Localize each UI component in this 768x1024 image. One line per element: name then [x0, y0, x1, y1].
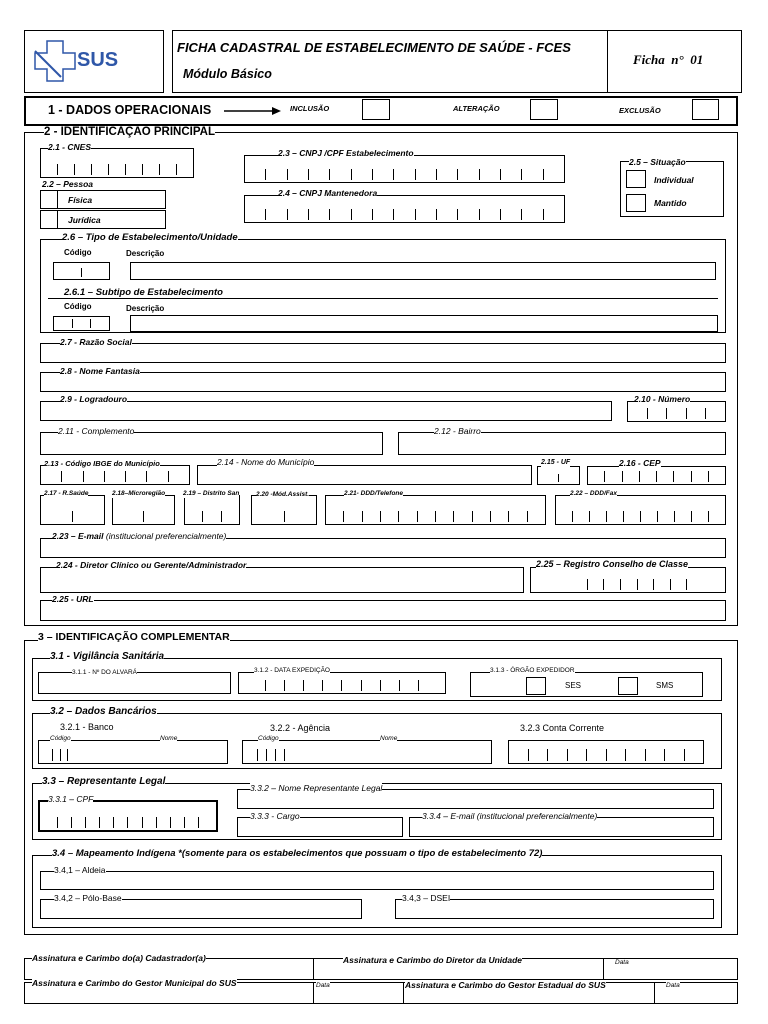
tipo-label: 2.6 – Tipo de Estabelecimento/Unidade: [62, 232, 238, 243]
uf-field[interactable]: [537, 466, 580, 485]
pessoa-fisica-row: [40, 190, 166, 209]
sig-divider-1: [313, 958, 314, 980]
email-label: [52, 531, 226, 541]
dados-bancarios-label: 3.2 – Dados Bancários: [50, 706, 157, 717]
sig-cadastrador-label: Assinatura e Carimbo do(a) Cadastrador(a): [32, 953, 206, 963]
section-3-title: 3 – IDENTIFICAÇÃO COMPLEMENTAR: [38, 631, 230, 643]
data-expedicao-label: 3.1.2 - DATA EXPEDIÇÃO: [254, 667, 330, 674]
diretor-field[interactable]: [40, 567, 524, 593]
email-label-text: 2.23 – E-mail: [52, 531, 104, 541]
diretor-label: 2.24 - Diretor Clínico ou Gerente/Administrador: [56, 560, 247, 570]
subtipo-divider: [48, 298, 718, 299]
situacao-label: 2.5 – Situação: [629, 157, 686, 167]
cnpj-mantenedora-field[interactable]: [244, 195, 565, 223]
ibge-field[interactable]: [40, 465, 190, 485]
cpf-label: 3.3.1 – CPF: [48, 794, 94, 804]
banco-field[interactable]: [38, 740, 228, 764]
juridica-label: Jurídica: [68, 215, 101, 225]
subtipo-label: 2.6.1 – Subtipo de Estabelecimento: [64, 287, 223, 298]
form-title: FICHA CADASTRAL DE ESTABELECIMENTO DE SAÚDE - FCES: [177, 40, 571, 55]
dsei-label: 3.4,3 – DSEI: [402, 893, 451, 903]
razao-social-field[interactable]: [40, 343, 726, 363]
exclusao-checkbox[interactable]: [692, 99, 719, 120]
distrito-field[interactable]: [184, 495, 240, 525]
inclusao-label: INCLUSÃO: [290, 104, 330, 113]
sig-municipal-data-label: Data: [316, 982, 330, 989]
registro-conselho-field[interactable]: [530, 567, 726, 593]
mantido-label: Mantido: [654, 198, 687, 208]
section-2-title: 2 - IDENTIFICAÇÃO PRINCIPAL: [44, 126, 216, 138]
vigilancia-label: 3.1 - Vigilância Sanitária: [50, 651, 165, 662]
complemento-label: 2.11 - Complemento: [58, 426, 135, 436]
subtipo-descricao-label: Descrição: [126, 304, 165, 313]
municipio-label: 2.14 - Nome do Município: [217, 457, 315, 467]
ddd-telefone-label: 2.21- DDD/Telefone: [344, 490, 403, 497]
mod-assist-label: 2.20 -Mód.Assist.: [256, 491, 310, 498]
cnes-field[interactable]: [40, 148, 194, 178]
alvara-label: 3.1.1 - Nº DO ALVARÁ: [72, 669, 137, 676]
ses-checkbox[interactable]: [526, 677, 546, 695]
individual-checkbox[interactable]: [626, 170, 646, 188]
pessoa-label: 2.2 – Pessoa: [42, 179, 94, 189]
uf-label: 2.15 - UF: [541, 459, 571, 466]
nome-fantasia-label: 2.8 - Nome Fantasia: [60, 366, 140, 376]
agencia-nome-label: Nome: [380, 735, 398, 742]
mapeamento-indigena-label: 3.4 – Mapeamento Indígena *(somente para os estabelecimentos que possuam o tipo de estabelecimento 72): [52, 848, 543, 859]
conta-corrente-field[interactable]: [508, 740, 704, 764]
polo-base-label: 3.4,2 – Pólo-Base: [54, 893, 122, 903]
sig-gestor-municipal-label: Assinatura e Carimbo do Gestor Municipal do SUS: [32, 978, 237, 988]
numero-field[interactable]: [627, 401, 726, 422]
municipio-field[interactable]: [197, 465, 532, 485]
cnes-label: 2.1 - CNES: [48, 142, 91, 152]
ddd-telefone-field[interactable]: [325, 495, 546, 525]
individual-label: Individual: [654, 175, 694, 185]
logo-text: SUS: [77, 49, 119, 71]
banco-codigo-label: Código: [50, 735, 71, 742]
sig-divider-3: [313, 982, 314, 1004]
exclusao-label: EXCLUSÃO: [619, 106, 661, 115]
banco-label: 3.2.1 - Banco: [60, 722, 114, 732]
microrregiao-label: 2.18–Microregião: [112, 490, 166, 497]
representante-label: 3.3 – Representante Legal: [42, 776, 166, 787]
pessoa-juridica-row: [40, 210, 166, 229]
tipo-codigo-field[interactable]: [53, 262, 110, 280]
agencia-codigo-label: Código: [258, 735, 279, 742]
nome-fantasia-field[interactable]: [40, 372, 726, 392]
sig-divider-4: [403, 982, 404, 1004]
agencia-field[interactable]: [242, 740, 492, 764]
sig-estadual-data-label: Data: [666, 982, 680, 989]
ficha-number: Ficha n° 01: [633, 52, 704, 67]
logradouro-field[interactable]: [40, 401, 612, 421]
sig-diretor-data-label: Data: [615, 959, 629, 966]
aldeia-label: 3.4,1 – Aldeia: [54, 865, 106, 875]
bairro-label: 2.12 - Bairro: [434, 426, 481, 436]
sms-label: SMS: [656, 681, 674, 690]
alteracao-label: ALTERAÇÃO: [453, 104, 500, 113]
rsaude-field[interactable]: [40, 495, 105, 525]
mantido-checkbox[interactable]: [626, 194, 646, 212]
ops-title: 1 - DADOS OPERACIONAIS: [48, 103, 212, 117]
fisica-label: Física: [68, 195, 93, 205]
ddd-fax-label: 2.22 – DDD/Fax: [570, 490, 617, 497]
subtipo-codigo-field[interactable]: [53, 316, 110, 331]
cpf-field[interactable]: [38, 800, 218, 832]
nome-representante-label: 3.3.2 – Nome Representante Legal: [250, 783, 383, 793]
url-label: 2.25 - URL: [52, 594, 94, 604]
conta-label: 3.2.3 Conta Corrente: [520, 723, 605, 733]
logradouro-label: 2.9 - Logradouro: [60, 394, 128, 404]
sus-logo-icon: [31, 37, 79, 85]
data-expedicao-field[interactable]: [238, 672, 446, 694]
ibge-label: 2.13 - Código IBGE do Município: [44, 459, 160, 468]
subtipo-descricao-field[interactable]: [130, 315, 718, 332]
ses-label: SES: [565, 681, 582, 690]
logo-box: [24, 30, 164, 93]
rsaude-label: 2.17 - R.Saúde: [44, 490, 89, 497]
tipo-descricao-label: Descrição: [126, 249, 165, 258]
registro-conselho-label: 2.25 – Registro Conselho de Classe: [536, 559, 689, 569]
sig-diretor-label: Assinatura e Carimbo do Diretor da Unidade: [343, 955, 523, 965]
orgao-expedidor-label: 3.1.3 - ÓRGÃO EXPEDIDOR: [490, 667, 575, 674]
banco-nome-label: Nome: [160, 735, 178, 742]
cnpj-mantenedora-label: 2.4 – CNPJ Mantenedora: [278, 188, 378, 198]
tipo-descricao-field[interactable]: [130, 262, 716, 280]
razao-social-label: 2.7 - Razão Social: [60, 337, 132, 347]
cargo-label: 3.3.3 - Cargo: [250, 811, 300, 821]
mod-assist-field[interactable]: [251, 495, 317, 525]
cnpj-label: 2.3 – CNPJ /CPF Estabelecimento: [278, 148, 414, 158]
tipo-codigo-label: Código: [64, 248, 92, 257]
cep-field[interactable]: [587, 466, 726, 485]
distrito-label: 2.19 – Distrito San: [183, 490, 240, 497]
form-subtitle: Módulo Básico: [183, 67, 272, 81]
juridica-checkbox[interactable]: [40, 210, 58, 229]
inclusao-checkbox[interactable]: [362, 99, 390, 120]
email-representante-label: 3.3.4 – E-mail (institucional preferencialmente): [422, 811, 598, 821]
ddd-fax-field[interactable]: [555, 495, 726, 525]
aldeia-field[interactable]: [40, 871, 714, 890]
cnpj-field[interactable]: [244, 155, 565, 183]
sig-gestor-estadual-label: Assinatura e Carimbo do Gestor Estadual do SUS: [405, 980, 606, 990]
microrregiao-field[interactable]: [112, 495, 175, 525]
cep-label: 2.16 - CEP: [619, 458, 661, 468]
agencia-label: 3.2.2 - Agência: [270, 723, 331, 733]
sig-divider-5: [654, 982, 655, 1004]
email-field[interactable]: [40, 538, 726, 558]
fisica-checkbox[interactable]: [40, 190, 58, 209]
subtipo-codigo-label: Código: [64, 302, 92, 311]
email-note: (institucional preferencialmente): [105, 531, 227, 541]
arrow-right-icon: [224, 106, 282, 116]
alteracao-checkbox[interactable]: [530, 99, 558, 120]
url-field[interactable]: [40, 600, 726, 621]
sig-divider-2: [603, 958, 604, 980]
numero-label: 2.10 - Número: [634, 394, 691, 404]
header-divider: [607, 30, 608, 93]
sms-checkbox[interactable]: [618, 677, 638, 695]
